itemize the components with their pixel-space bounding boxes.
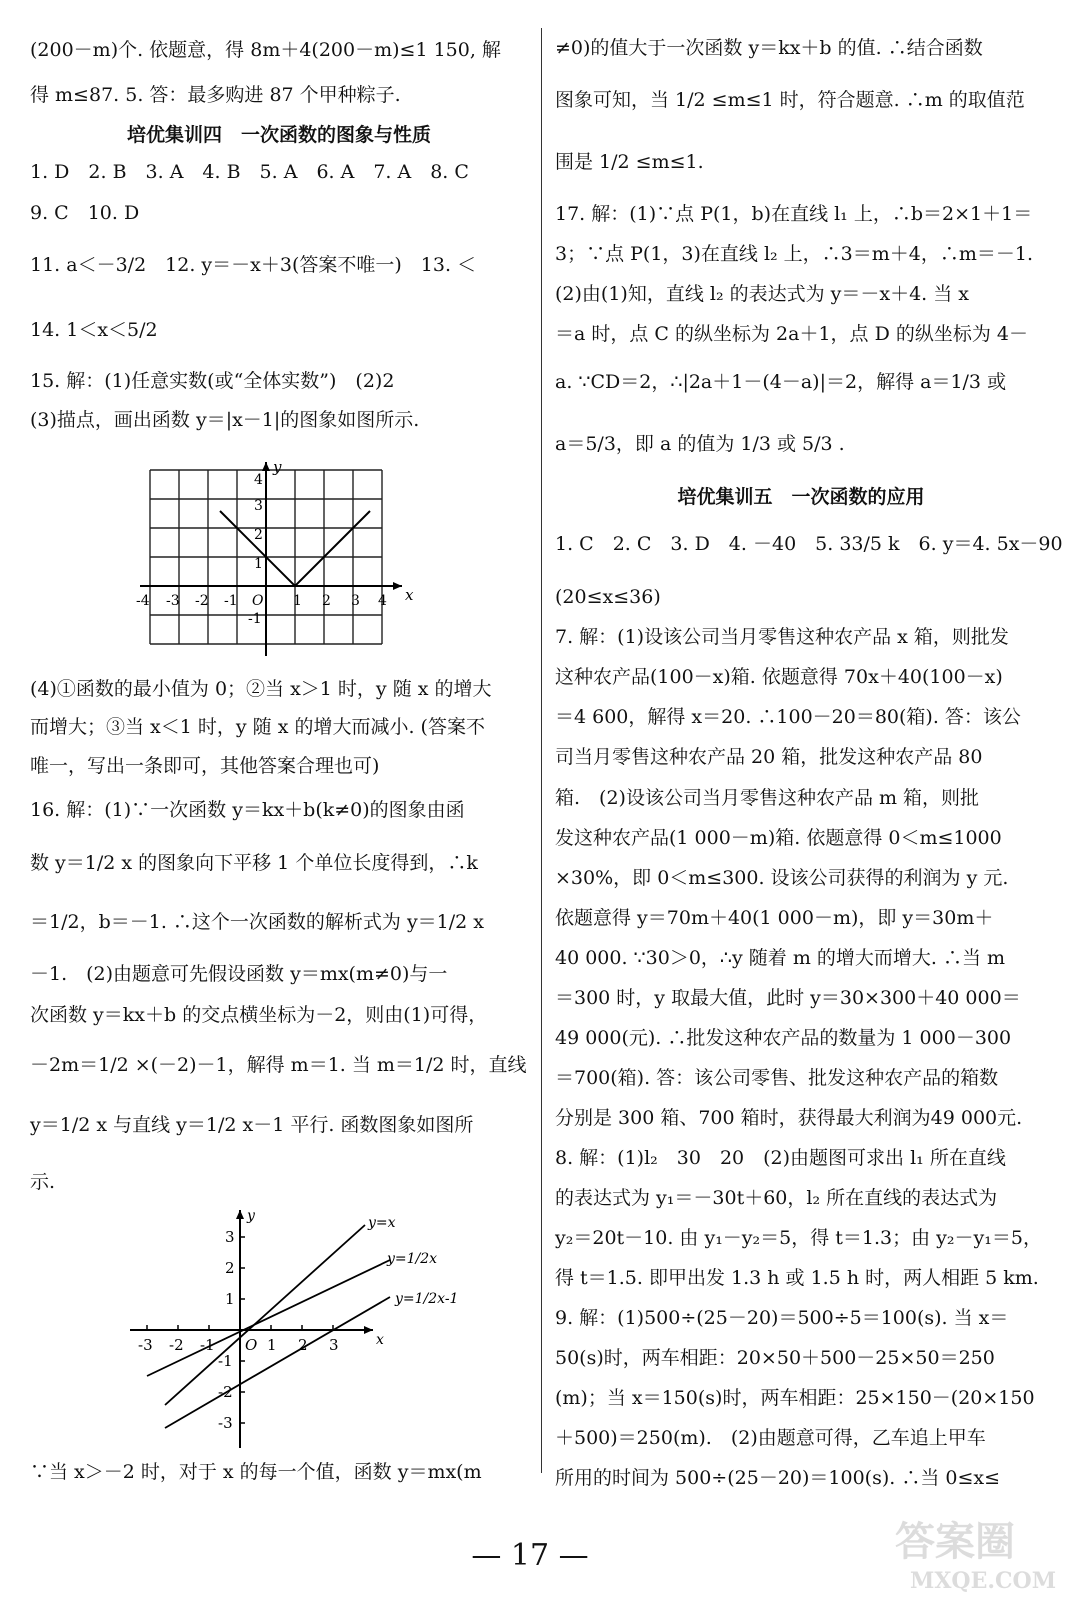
text-line: a＝5/3，即 a 的值为 1/3 或 5/3 . <box>555 433 845 455</box>
svg-text:4: 4 <box>378 593 387 609</box>
svg-text:-1: -1 <box>218 1352 233 1370</box>
svg-text:答案圈: 答案圈 <box>895 1518 1015 1565</box>
y-axis-label: y <box>273 460 282 476</box>
svg-text:1: 1 <box>267 1336 277 1354</box>
text-line: 的表达式为 y₁＝－30t＋60，l₂ 所在直线的表达式为 <box>555 1187 998 1209</box>
svg-text:-2: -2 <box>218 1383 233 1401</box>
text-line: 箱. (2)设该公司当月零售这种农产品 m 箱，则批 <box>555 787 980 809</box>
text-line: 唯一，写出一条即可，其他答案合理也可) <box>30 755 380 777</box>
text-line: －2m＝1/2 ×(－2)－1，解得 m＝1. 当 m＝1/2 时，直线 <box>30 1054 527 1076</box>
text-line: 49 000(元). ∴批发这种农产品的数量为 1 000－300 <box>555 1027 1012 1049</box>
text-line: 所用的时间为 500÷(25－20)＝100(s). ∴当 0≤x≤ <box>555 1467 1001 1489</box>
svg-text:-3: -3 <box>166 593 180 609</box>
svg-text:3: 3 <box>329 1336 339 1354</box>
text-line: 8. 解：(1)l₂ 30 20 (2)由题图可求出 l₁ 所在直线 <box>555 1147 1006 1169</box>
text-line: 得 t＝1.5. 即甲出发 1.3 h 或 1.5 h 时，两人相距 5 km. <box>555 1267 1039 1289</box>
line-label: y=1/2x-1 <box>395 1291 459 1307</box>
svg-text:1: 1 <box>254 556 263 572</box>
svg-text:2: 2 <box>254 527 263 543</box>
text-line: (3)描点，画出函数 y＝|x－1|的图象如图所示. <box>30 409 420 431</box>
svg-text:2: 2 <box>322 593 331 609</box>
linear-functions-graph <box>125 1205 465 1450</box>
text-line: ＝4 600，解得 x＝20. ∴100－20＝80(箱). 答：该公 <box>555 706 1021 728</box>
line-label: y=x <box>368 1215 396 1231</box>
text-line: 围是 1/2 ≤m≤1. <box>555 151 704 173</box>
text-line: ＝1/2，b＝－1. ∴这个一次函数的解析式为 y＝1/2 x <box>30 911 485 933</box>
text-line: 数 y＝1/2 x 的图象向下平移 1 个单位长度得到，∴k <box>30 852 478 874</box>
text-line: 分别是 300 箱、700 箱时，获得最大利润为49 000元. <box>555 1107 1023 1129</box>
text-line: 得 m≤87. 5. 答：最多购进 87 个甲种粽子. <box>30 84 401 106</box>
text-line: 50(s)时，两车相距：20×50＋500－25×50＝250 <box>555 1347 995 1369</box>
text-line: ×30%，即 0＜m≤300. 设该公司获得的利润为 y 元. <box>555 867 1009 889</box>
watermark-logo <box>890 1510 1065 1595</box>
text-line: (200－m)个. 依题意，得 8m＋4(200－m)≤1 150, 解 <box>30 39 501 61</box>
svg-text:O: O <box>252 593 264 609</box>
text-line: 16. 解：(1)∵一次函数 y＝kx＋b(k≠0)的图象由函 <box>30 799 465 821</box>
section-title: 培优集训五 一次函数的应用 <box>677 486 925 508</box>
line-label: y=1/2x <box>387 1251 438 1267</box>
svg-text:1: 1 <box>225 1290 235 1308</box>
svg-text:2: 2 <box>225 1259 235 1277</box>
answer-line: 14. 1＜x＜5/2 <box>30 319 158 341</box>
text-line: ≠0)的值大于一次函数 y＝kx＋b 的值. ∴结合函数 <box>555 37 983 59</box>
svg-text:-2: -2 <box>195 593 209 609</box>
abs-function-graph <box>130 460 420 660</box>
text-line: ＝300 时，y 取最大值，此时 y＝30×300＋40 000＝ <box>555 987 1021 1009</box>
text-line: y₂＝20t－10. 由 y₁－y₂＝5，得 t＝1.3；由 y₂－y₁＝5， <box>555 1227 1042 1249</box>
text-line: 而增大；③当 x＜1 时，y 随 x 的增大而减小. (答案不 <box>30 716 485 738</box>
text-line: y＝1/2 x 与直线 y＝1/2 x－1 平行. 函数图象如图所 <box>30 1114 474 1136</box>
text-line: 图象可知，当 1/2 ≤m≤1 时，符合题意. ∴m 的取值范 <box>555 89 1025 111</box>
text-line: 9. 解：(1)500÷(25－20)＝500÷5＝100(s). 当 x＝ <box>555 1307 1009 1329</box>
page-number: — 17 — <box>471 1538 589 1573</box>
text-line: 7. 解：(1)设该公司当月零售这种农产品 x 箱，则批发 <box>555 626 1009 648</box>
text-line: 40 000. ∵30＞0，∴y 随着 m 的增大而增大. ∴当 m <box>555 947 1006 969</box>
text-line: 发这种农产品(1 000－m)箱. 依题意得 0＜m≤1000 <box>555 827 1002 849</box>
text-line: 示. <box>30 1171 56 1193</box>
text-line: －1. (2)由题意可先假设函数 y＝mx(m≠0)与一 <box>30 963 448 985</box>
x-axis-label: x <box>405 586 414 604</box>
text-line: (m)；当 x＝150(s)时，两车相距：25×150－(20×150 <box>555 1387 1035 1409</box>
text-line: 这种农产品(100－x)箱. 依题意得 70x＋40(100－x) <box>555 666 1003 688</box>
text-line: 司当月零售这种农产品 20 箱，批发这种农产品 80 <box>555 746 983 768</box>
answer-line: 9. C 10. D <box>30 202 140 224</box>
text-line: (4)①函数的最小值为 0；②当 x＞1 时，y 随 x 的增大 <box>30 678 492 700</box>
svg-text:-3: -3 <box>218 1414 233 1432</box>
text-line: 次函数 y＝kx＋b 的交点横坐标为－2，则由(1)可得， <box>30 1004 488 1026</box>
svg-text:-1: -1 <box>248 611 262 627</box>
svg-text:1: 1 <box>293 593 302 609</box>
column-divider <box>541 28 542 1473</box>
svg-text:-4: -4 <box>136 593 150 609</box>
text-line: (2)由(1)知，直线 l₂ 的表达式为 y＝－x＋4. 当 x <box>555 283 970 305</box>
answer-line: 1. D 2. B 3. A 4. B 5. A 6. A 7. A 8. C <box>30 161 469 183</box>
svg-text:3: 3 <box>254 498 263 514</box>
answer-line: (20≤x≤36) <box>555 586 661 608</box>
text-line: ＝a 时，点 C 的纵坐标为 2a＋1，点 D 的纵坐标为 4－ <box>555 323 1028 345</box>
answer-line: 11. a＜－3/2 12. y＝－x＋3(答案不唯一) 13. ＜ <box>30 254 477 276</box>
svg-text:4: 4 <box>254 472 263 488</box>
x-axis-label: x <box>376 1332 384 1348</box>
y-axis-label: y <box>247 1208 255 1224</box>
answer-line: 1. C 2. C 3. D 4. －40 5. 33/5 k 6. y＝4. 5x－90 <box>555 533 1063 555</box>
svg-text:MXQE.COM: MXQE.COM <box>910 1568 1057 1594</box>
text-line: 依题意得 y＝70m＋40(1 000－m)，即 y＝30m＋ <box>555 907 994 929</box>
svg-text:-3: -3 <box>138 1336 153 1354</box>
text-line: 3；∵点 P(1，3)在直线 l₂ 上，∴3＝m＋4，∴m＝－1. <box>555 243 1034 265</box>
section-title: 培优集训四 一次函数的图象与性质 <box>126 124 431 146</box>
svg-text:2: 2 <box>298 1336 308 1354</box>
svg-text:-1: -1 <box>224 593 238 609</box>
text-line: 17. 解：(1)∵点 P(1，b)在直线 l₁ 上，∴b＝2×1＋1＝ <box>555 203 1033 225</box>
svg-text:-1: -1 <box>200 1336 215 1354</box>
text-line: a. ∵CD＝2，∴|2a＋1－(4－a)|＝2，解得 a＝1/3 或 <box>555 371 1007 393</box>
svg-text:-2: -2 <box>169 1336 184 1354</box>
text-line: ＝700(箱). 答：该公司零售、批发这种农产品的箱数 <box>555 1067 999 1089</box>
svg-text:3: 3 <box>351 593 360 609</box>
svg-text:3: 3 <box>225 1228 235 1246</box>
text-line: 15. 解：(1)任意实数(或“全体实数”) (2)2 <box>30 370 395 392</box>
svg-text:O: O <box>245 1336 258 1354</box>
text-line: ＋500)＝250(m). (2)由题意可得，乙车追上甲车 <box>555 1427 986 1449</box>
text-line: ∵当 x＞－2 时，对于 x 的每一个值，函数 y＝mx(m <box>30 1461 482 1483</box>
